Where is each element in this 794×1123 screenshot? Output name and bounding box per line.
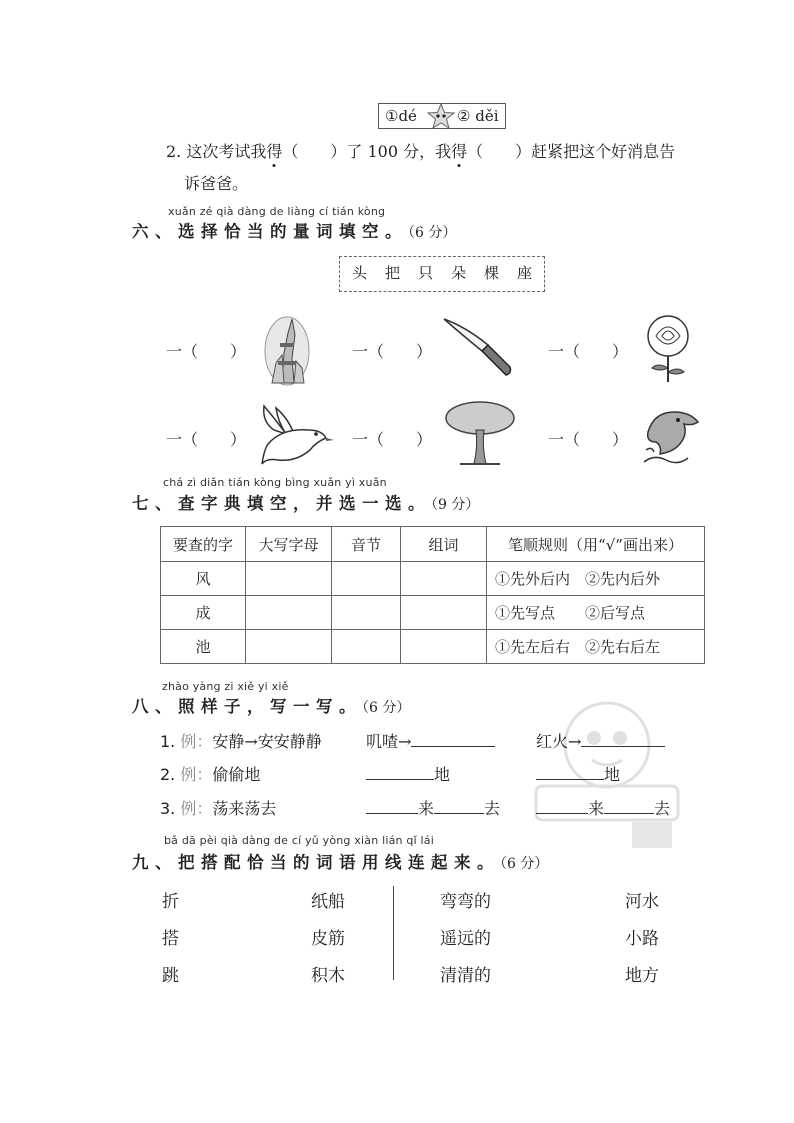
measure-word-box — [339, 256, 545, 292]
knife-icon — [440, 315, 515, 381]
section7-title: 七、查字典填空，并选一选。（9 分） — [132, 494, 480, 513]
match-left-b-1[interactable]: 纸船 — [311, 892, 345, 912]
table-row: 成 ①先写点 ②后写点 — [161, 596, 705, 630]
word-4: 朵 — [451, 264, 467, 282]
match-left-a-1[interactable]: 折 — [162, 892, 179, 912]
example-1: 1. 例：安静→安安静静 — [160, 732, 322, 751]
word-2: 把 — [384, 264, 400, 282]
exercise-3b: 来 去 — [536, 796, 670, 819]
match-right-a-1[interactable]: 弯弯的 — [440, 892, 491, 912]
table-header: 要查的字 大写字母 音节 组词 笔顺规则（用“√”画出来） — [161, 527, 705, 562]
match-right-a-2[interactable]: 遥远的 — [440, 929, 491, 949]
table-row: 风 ①先外后内 ②先内后外 — [161, 562, 705, 596]
word-1: 头 — [351, 264, 367, 282]
match-left-b-2[interactable]: 皮筋 — [311, 929, 345, 949]
tree-icon — [440, 398, 518, 470]
option-1: ①dé — [385, 107, 417, 125]
section9-title: 九、把搭配恰当的词语用线连起来。（6 分） — [132, 853, 549, 872]
question-2-line1: 2. 这次考试我得（ ）了 100 分，我得（ ）赶紧把这个好消息告 — [166, 142, 676, 161]
match-left-a-3[interactable]: 跳 — [162, 966, 179, 986]
dove-icon — [256, 400, 336, 470]
section8-pinyin: zhào yàng zi xiě yi xiě — [162, 680, 289, 693]
option-2: ② děi — [457, 107, 499, 125]
exercise-3a: 来 去 — [366, 796, 500, 819]
match-left-b-3[interactable]: 积木 — [311, 966, 345, 986]
star-icon — [427, 103, 455, 129]
blank-6[interactable]: 一（ ） — [548, 430, 629, 449]
blank-2[interactable]: 一（ ） — [352, 342, 433, 361]
section6-pinyin: xuǎn zé qià dàng de liàng cí tián kòng — [168, 205, 386, 218]
match-right-a-3[interactable]: 清清的 — [440, 966, 491, 986]
rose-icon — [640, 312, 696, 384]
exercise-1a: 叽喳→ — [366, 729, 495, 752]
example-3: 3. 例：荡来荡去 — [160, 799, 277, 818]
word-6: 座 — [517, 264, 533, 282]
exercise-2b: 地 — [536, 762, 620, 785]
match-right-b-2[interactable]: 小路 — [625, 929, 659, 949]
section8-title: 八、照样子，写一写。（6 分） — [132, 697, 411, 716]
dictionary-table — [160, 526, 705, 664]
mountain-icon — [262, 313, 312, 387]
section6-title: 六、选择恰当的量词填空。（6 分） — [132, 222, 457, 241]
example-2: 2. 例：偷偷地 — [160, 765, 261, 784]
section7-pinyin: chá zì diǎn tián kòng bìng xuǎn yì xuǎn — [163, 476, 387, 489]
exercise-2a: 地 — [366, 762, 450, 785]
pronunciation-options — [378, 103, 506, 129]
blank-1[interactable]: 一（ ） — [166, 342, 247, 361]
match-right-b-1[interactable]: 河水 — [625, 892, 659, 912]
word-3: 只 — [417, 264, 433, 282]
exercise-1b: 红火→ — [536, 729, 665, 752]
blank-3[interactable]: 一（ ） — [548, 342, 629, 361]
section9-pinyin: bǎ dā pèi qià dàng de cí yǔ yòng xiàn lián qǐ lái — [164, 834, 434, 847]
blank-4[interactable]: 一（ ） — [166, 430, 247, 449]
table-row: 池 ①先左后右 ②先右后左 — [161, 630, 705, 664]
word-5: 棵 — [484, 264, 500, 282]
match-right-b-3[interactable]: 地方 — [625, 966, 659, 986]
blank-5[interactable]: 一（ ） — [352, 430, 433, 449]
column-divider — [393, 886, 394, 980]
dolphin-icon — [638, 402, 702, 468]
question-2-line2: 诉爸爸。 — [184, 174, 249, 193]
match-left-a-2[interactable]: 搭 — [162, 929, 179, 949]
